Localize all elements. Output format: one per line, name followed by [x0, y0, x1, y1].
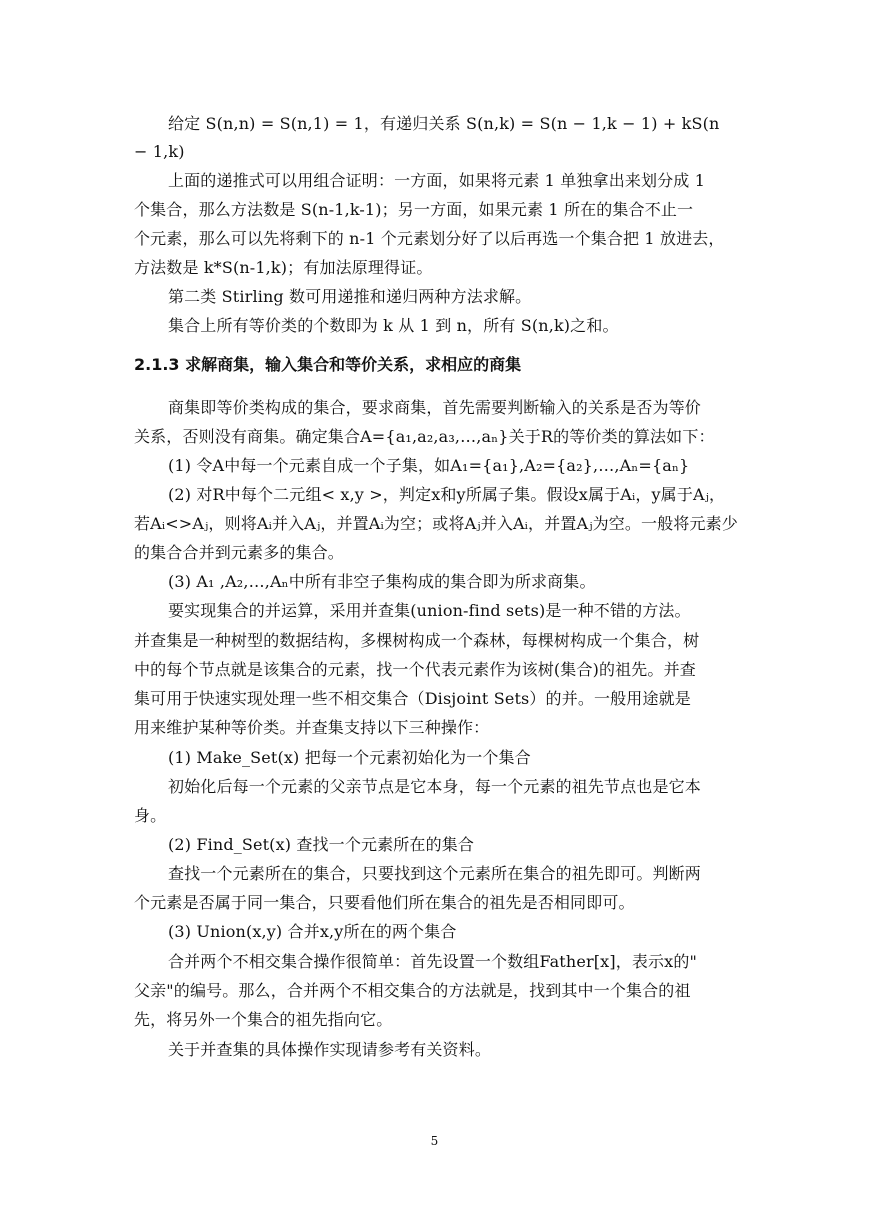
text-line: 并查集是一种树型的数据结构，多棵树构成一个森林，每棵树构成一个集合，树: [134, 631, 700, 650]
text-line: 个元素，那么可以先将剩下的 n-1 个元素划分好了以后再选一个集合把 1 放进去，: [134, 229, 725, 248]
text-line: 个集合，那么方法数是 S(n-1,k-1)；另一方面，如果元素 1 所在的集合不止一: [134, 200, 694, 219]
text-line: 身。: [134, 806, 167, 825]
text-line: 的集合合并到元素多的集合。: [134, 543, 344, 562]
text-line: 要实现集合的并运算，采用并查集(union-find sets)是一种不错的方法。: [168, 601, 691, 620]
text-line: 合并两个不相交集合操作很简单：首先设置一个数组Father[x]，表示x的": [168, 952, 697, 971]
text-line: 第二类 Stirling 数可用递推和递归两种方法求解。: [168, 287, 532, 306]
text-line: 查找一个元素所在的集合，只要找到这个元素所在集合的祖先即可。判断两: [168, 864, 701, 883]
text-line: (1) Make_Set(x) 把每一个元素初始化为一个集合: [168, 748, 531, 767]
text-line: (1) 令A中每一个元素自成一个子集，如A₁={a₁},A₂={a₂},…,Aₙ={aₙ}: [168, 456, 690, 475]
text-line: 先，将另外一个集合的祖先指向它。: [134, 1010, 393, 1029]
text-line: 给定 S(n,n) = S(n,1) = 1，有递归关系 S(n,k) = S(n − 1,k − 1) + kS(n: [168, 114, 720, 133]
text-line: 若Aᵢ<>Aⱼ，则将Aᵢ并入Aⱼ，并置Aᵢ为空；或将Aⱼ并入Aᵢ，并置Aⱼ为空。一般将元素少: [134, 514, 738, 533]
text-line: 集合上所有等价类的个数即为 k 从 1 到 n，所有 S(n,k)之和。: [168, 316, 619, 335]
text-line: 关于并查集的具体操作实现请参考有关资料。: [168, 1040, 492, 1059]
text-line: (2) 对R中每个二元组< x,y >，判定x和y所属子集。假设x属于Aᵢ，y属于Aⱼ，: [168, 485, 726, 504]
text-line: (3) A₁ ,A₂,…,Aₙ中所有非空子集构成的集合即为所求商集。: [168, 572, 596, 591]
page-number: 5: [430, 1134, 439, 1148]
text-line: 个元素是否属于同一集合，只要看他们所在集合的祖先是否相同即可。: [134, 893, 635, 912]
text-line: (2) Find_Set(x) 查找一个元素所在的集合: [168, 835, 475, 854]
text-line: (3) Union(x,y) 合并x,y所在的两个集合: [168, 922, 457, 941]
text-line: 上面的递推式可以用组合证明：一方面，如果将元素 1 单独拿出来划分成 1: [168, 171, 706, 190]
text-line: 用来维护某种等价类。并查集支持以下三种操作：: [134, 718, 490, 737]
text-line: − 1,k): [134, 142, 185, 161]
section-heading: 2.1.3 求解商集，输入集合和等价关系，求相应的商集: [134, 355, 522, 374]
text-line: 父亲"的编号。那么，合并两个不相交集合的方法就是，找到其中一个集合的祖: [134, 981, 691, 1000]
text-line: 集可用于快速实现处理一些不相交集合（Disjoint Sets）的并。一般用途就是: [134, 689, 691, 708]
text-line: 初始化后每一个元素的父亲节点是它本身，每一个元素的祖先节点也是它本: [168, 777, 701, 796]
text-line: 方法数是 k*S(n-1,k)；有加法原理得证。: [134, 258, 433, 277]
text-line: 中的每个节点就是该集合的元素，找一个代表元素作为该树(集合)的祖先。并查: [134, 660, 696, 679]
text-line: 商集即等价类构成的集合，要求商集，首先需要判断输入的关系是否为等价: [168, 398, 701, 417]
text-line: 关系，否则没有商集。确定集合A={a₁,a₂,a₃,…,aₙ}关于R的等价类的算法如下：: [134, 427, 715, 446]
